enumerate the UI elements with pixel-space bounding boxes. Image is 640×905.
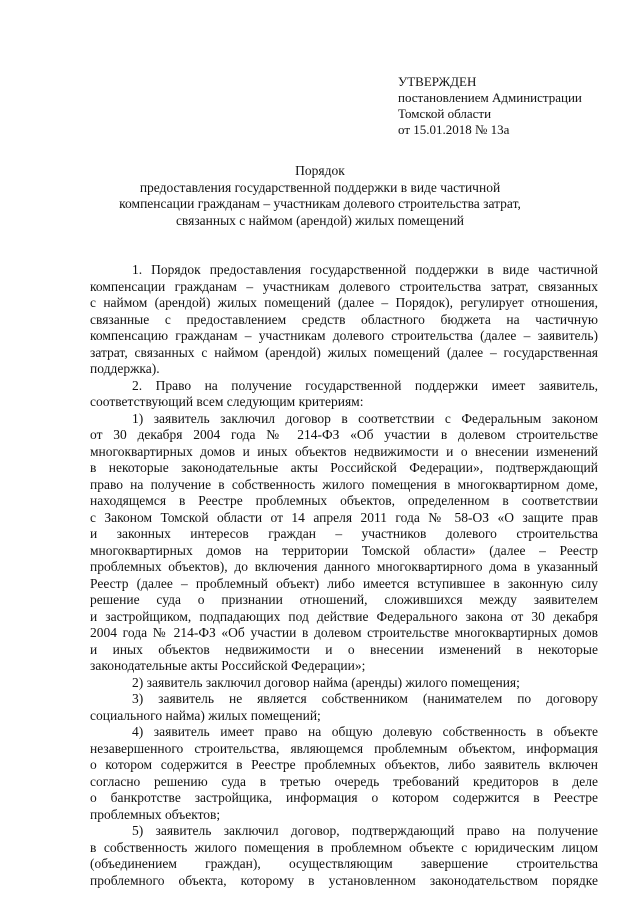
approval-date-number: от 15.01.2018 № 13а [398, 122, 510, 137]
approval-stamp [398, 74, 628, 138]
approval-region: Томской области [398, 106, 492, 121]
body-line: и законных интересов граждан – участников долевого строительства [90, 526, 598, 541]
body-line: и иных объектов недвижимости и о внесении изменений в некоторые [90, 641, 598, 657]
body-line: затрат, связанных с наймом (арендой) жилых помещений (далее – государственная [90, 344, 598, 360]
body-line: о банкротстве застройщика, информация о котором содержится в Реестре [90, 790, 598, 805]
body-line: решение суда о признании отношений, сложившихся между заявителем [90, 592, 598, 607]
body-line: с наймом (арендой) жилых помещений (далее – Порядок), регулирует отношения, [90, 295, 598, 310]
body-line: компенсацию гражданам – участникам долевого строительства (далее – заявитель) [90, 328, 598, 343]
body-line: незавершенного строительства, являющемся проблемным объектом, информация [90, 740, 598, 756]
body-line: находящемся в Реестре проблемных объектов, определенном в соответствии [90, 493, 598, 508]
body-line: 2) заявитель заключил договор найма (аренды) жилого помещения; [132, 674, 520, 690]
body-line: проблемного объекта, которому в установленном законодательством порядке [90, 872, 598, 888]
body-line: 4) заявитель имеет право на общую долевую собственность в объекте [132, 724, 598, 739]
body-line: компенсации гражданам – участникам долевого строительства затрат, связанных [90, 278, 598, 294]
body-line: 2. Право на получение государственной поддержки имеет заявитель, [132, 377, 598, 393]
body-line: поддержка). [90, 361, 160, 376]
body-line: согласно решению суда в третью очередь требований кредиторов в деле [90, 773, 598, 789]
body-line: соответствующий всем следующим критериям: [90, 394, 364, 409]
body-line: 1. Порядок предоставления государственной поддержки в виде частичной [132, 262, 598, 277]
title-line-2: предоставления государственной поддержки в виде частичной [139, 179, 501, 195]
body-line: и застройщиком, подпадающих под действие Федерального закона от 30 декабря [90, 608, 598, 624]
title-line-1: Порядок [295, 163, 345, 178]
approval-authority: постановлением Администрации [398, 90, 582, 105]
body-line: 2004 года № 214-ФЗ «Об участии в долевом строительстве многоквартирных домов [90, 625, 598, 640]
body-line: законодательные акты Российской Федерации»; [90, 658, 366, 673]
body-line: социального найма) жилых помещений; [90, 707, 321, 723]
body-line: от 30 декабря 2004 года № 214-ФЗ «Об участии в долевом строительстве [90, 427, 598, 442]
body-line: 1) заявитель заключил договор в соответствии с Федеральным законом [132, 410, 598, 426]
body-line: Реестр (далее – проблемный объект) либо имеется вступившее в законную силу [90, 575, 598, 591]
approval-heading: УТВЕРЖДЕН [398, 74, 477, 89]
body-line: в собственность жилого помещения в проблемном объекте с юридическим лицом [90, 839, 598, 855]
body-line: связанные с предоставлением средств областного бюджета на частичную [90, 311, 598, 327]
body-line: многоквартирных домов на территории Томской области» (далее – Реестр [90, 542, 598, 558]
body-line: 5) заявитель заключил договор, подтверждающий право на получение [132, 823, 598, 838]
document-body [90, 262, 598, 889]
body-line: в некоторые законодательные акты Российской Федерации», подтверждающий [90, 460, 598, 475]
document-title [90, 163, 550, 229]
title-line-4: связанных с наймом (арендой) жилых помещений [175, 212, 465, 228]
body-line: проблемных объектов; [90, 806, 221, 822]
body-line: проблемных объектов), до включения данного многоквартирного дома в указанный [90, 559, 598, 574]
body-line: 3) заявитель не является собственником (нанимателем по договору [132, 691, 598, 706]
body-line: с Законом Томской области от 14 апреля 2011 года № 58-ОЗ «О защите прав [90, 509, 598, 525]
body-line: о котором содержится в Реестре проблемных объектов, либо заявитель включен [90, 757, 598, 772]
body-line: (объединением граждан), осуществляющим завершение строительства [90, 856, 598, 871]
body-line: право на получение в собственность жилого помещения в многоквартирном доме, [90, 476, 598, 492]
body-line: многоквартирных домов и иных объектов недвижимости и о внесении изменений [90, 443, 598, 459]
title-line-3: компенсации гражданам – участникам долевого строительства затрат, [119, 196, 521, 211]
